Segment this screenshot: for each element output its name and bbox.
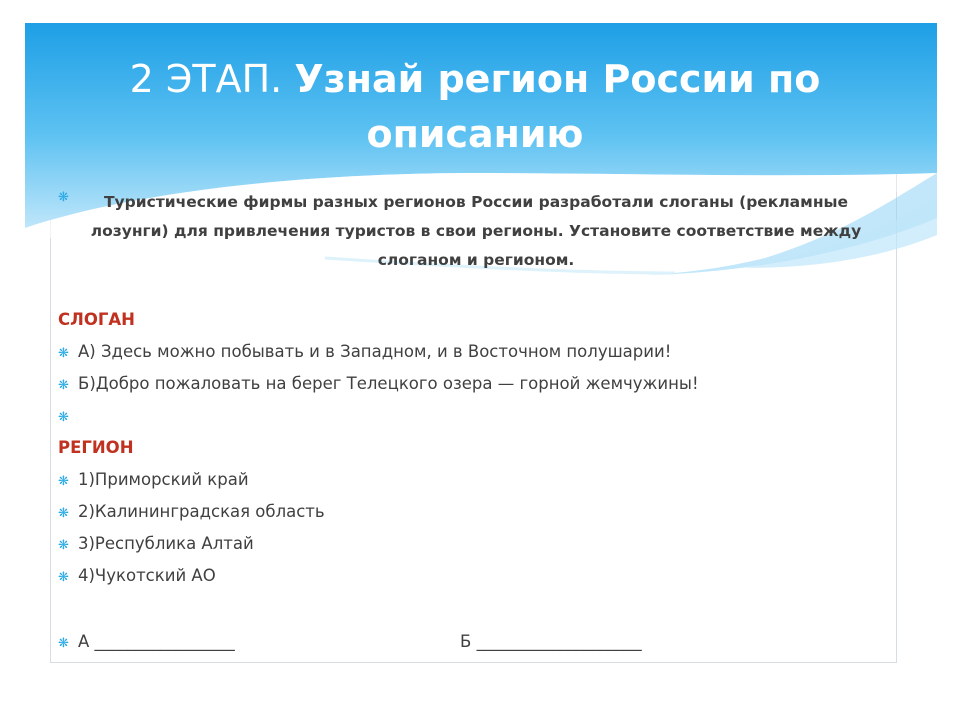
intro-text: Туристические фирмы разных регионов России разработали слоганы (рекламные лозунги) для привлечения туристов в свои регионы. Установите соответствие между слоганом и регионом.	[90, 193, 862, 269]
answer-a-blank[interactable]: А _________________	[78, 632, 235, 651]
region-item	[58, 497, 325, 527]
asterisk-bullet-icon: ❋	[58, 506, 69, 521]
asterisk-bullet-icon: ❋	[58, 538, 69, 553]
region-text: 2)Калининградская область	[78, 502, 325, 521]
slogan-item	[58, 337, 671, 367]
asterisk-bullet-icon: ❋	[58, 474, 69, 489]
asterisk-bullet-icon: ❋	[58, 636, 69, 651]
region-item	[58, 561, 216, 591]
region-item	[58, 529, 254, 559]
region-text: 3)Республика Алтай	[78, 534, 254, 553]
slide-title	[60, 52, 890, 162]
region-heading: РЕГИОН	[58, 438, 134, 457]
slogan-item	[58, 369, 699, 399]
region-text: 1)Приморский край	[78, 470, 249, 489]
answer-line	[58, 627, 878, 657]
region-text: 4)Чукотский АО	[78, 566, 216, 585]
asterisk-bullet-icon: ❋	[58, 346, 69, 361]
slogan-text: А) Здесь можно побывать и в Западном, и в Восточном полушарии!	[78, 342, 672, 361]
asterisk-bullet-icon: ❋	[58, 570, 69, 585]
answer-b-blank[interactable]: Б ____________________	[460, 632, 642, 651]
asterisk-bullet-icon: ❋	[58, 410, 69, 425]
region-item	[58, 465, 249, 495]
title-main: Узнай регион России по описанию	[294, 57, 821, 156]
asterisk-bullet-icon: ❋	[58, 378, 69, 393]
title-prefix: 2 ЭТАП.	[129, 57, 295, 101]
asterisk-bullet-icon: ❋	[58, 190, 69, 205]
slogan-item-empty	[58, 401, 78, 431]
intro-paragraph	[58, 188, 888, 275]
slogan-text: Б)Добро пожаловать на берег Телецкого озера — горной жемчужины!	[78, 374, 699, 393]
slogan-heading: СЛОГАН	[58, 310, 135, 329]
